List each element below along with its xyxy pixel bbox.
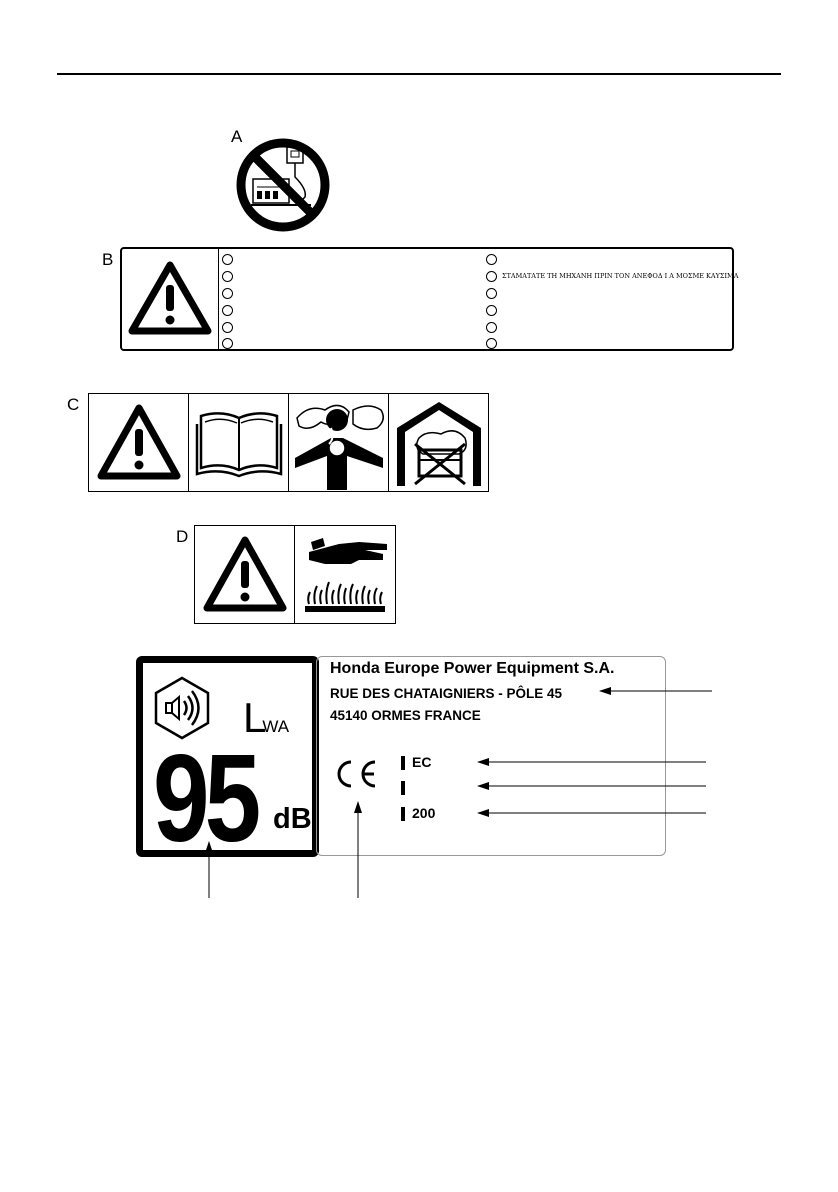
label-d-letter: D	[176, 527, 189, 546]
sound-power-value: 95	[153, 730, 257, 868]
company-street: RUE DES CHATAIGNIERS - PÔLE 45	[330, 686, 563, 701]
sound-power-unit: dB	[273, 803, 312, 835]
lwa-symbol: LWA	[243, 694, 290, 741]
label-c-letter: C	[67, 395, 80, 414]
label-b-greek-warning: ΣΤΑΜΑΤΑΤΕ ΤΗ ΜΗΧΑΝΗ ΠΡΙΝ ΤΟΝ ΑΝΕΦΟΔ Ι Α ΜΟΣΜΕ ΚΑΥΣΙΜΑ	[502, 272, 739, 280]
company-city: 45140 ORMES FRANCE	[330, 708, 481, 723]
plate-ec: EC	[412, 754, 432, 770]
plate-200: 200	[412, 805, 436, 821]
company-name: Honda Europe Power Equipment S.A.	[330, 660, 615, 677]
label-a-letter: A	[231, 127, 243, 146]
label-b-letter: B	[102, 250, 114, 269]
